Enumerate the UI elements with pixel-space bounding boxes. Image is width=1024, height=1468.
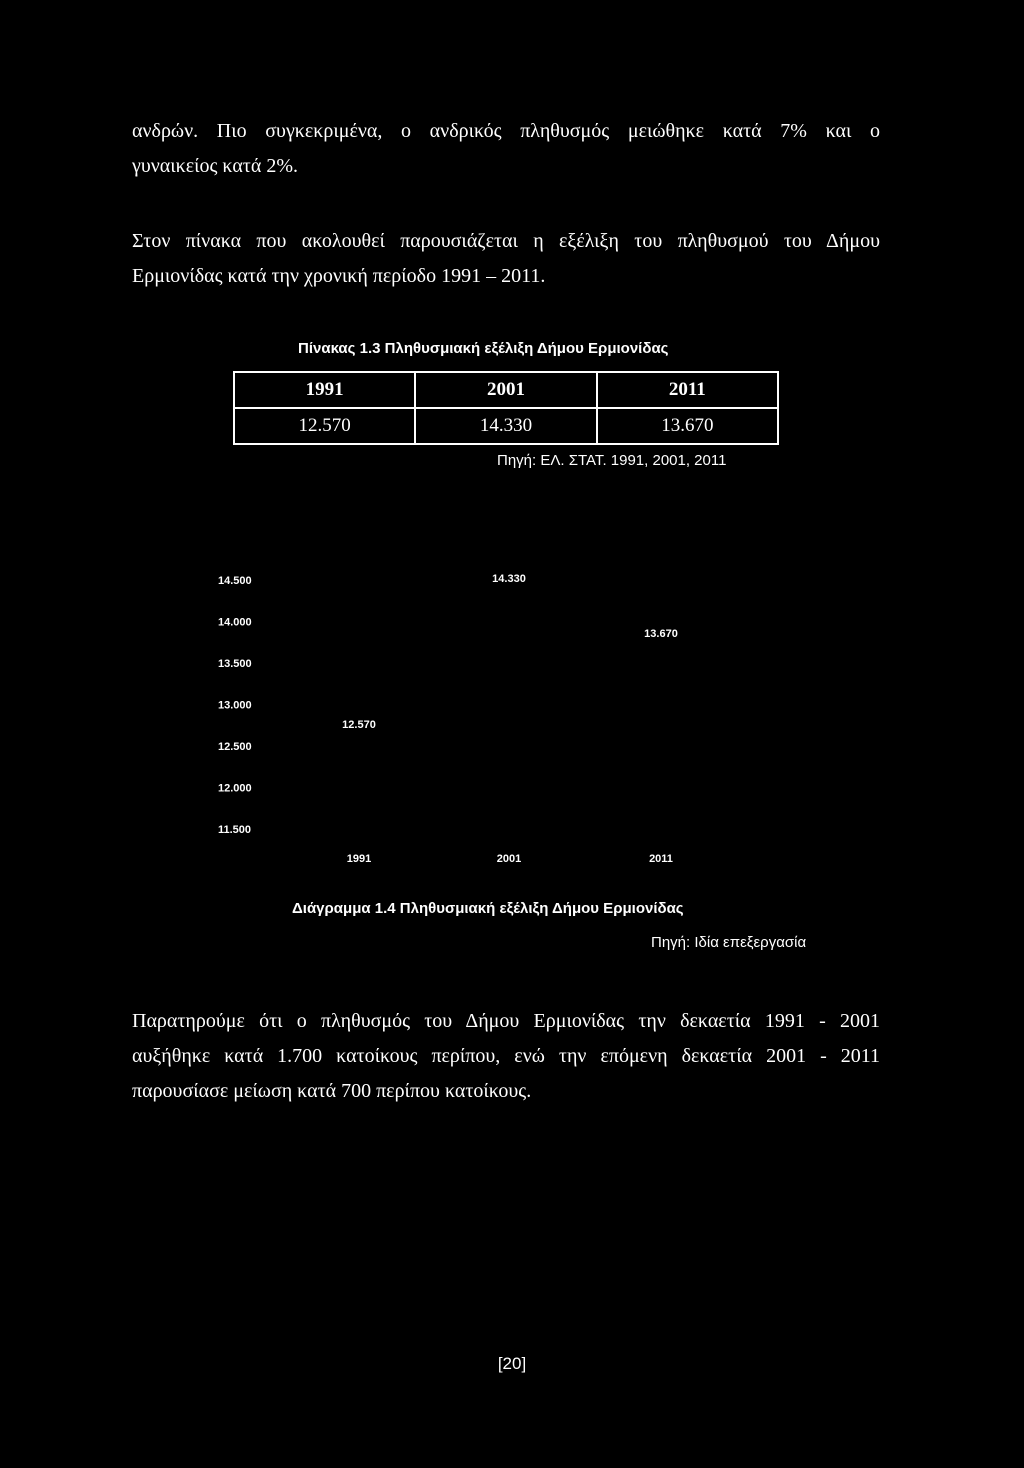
table-header-1991: 1991	[234, 372, 415, 408]
data-label-1991: 12.570	[342, 719, 376, 732]
page-number: [20]	[497, 1354, 527, 1373]
conclusion-line-1: Παρατηρούμε ότι ο πληθυσμός του Δήμου Ερμιονίδας την δεκαετία 1991 - 2001	[132, 1010, 880, 1032]
table-source: Πηγή: ΕΛ. ΣΤΑΤ. 1991, 2001, 2011	[497, 452, 727, 469]
conclusion-line-3: παρουσίασε μείωση κατά 700 περίπου κατοίκους.	[132, 1080, 532, 1102]
bar-2011	[616, 649, 706, 829]
table-header-2011: 2011	[597, 372, 778, 408]
data-label-2001: 14.330	[492, 573, 526, 586]
data-label-2011: 13.670	[644, 627, 678, 640]
y-tick-label: 12.500	[218, 741, 252, 753]
intro-line-4: Ερμιονίδας κατά την χρονική περίοδο 1991 – 2011.	[132, 265, 546, 287]
y-tick-label: 13.000	[218, 699, 252, 712]
figure-source: Πηγή: Ιδία επεξεργασία	[651, 934, 807, 951]
figure-caption: Διάγραμμα 1.4 Πληθυσμιακή εξέλιξη Δήμου Ερμιονίδας	[292, 900, 684, 917]
x-tick-label-1991: 1991	[346, 853, 372, 865]
y-tick-label: 13.500	[218, 658, 252, 670]
intro-line-2: γυναικείος κατά 2%.	[132, 155, 298, 177]
bar-2001	[464, 594, 554, 829]
table-caption: Πίνακας 1.3 Πληθυσμιακή εξέλιξη Δήμου Ερμιονίδας	[298, 340, 669, 357]
x-tick-label-2001: 2001	[496, 853, 522, 865]
y-tick-label: 14.000	[218, 616, 252, 629]
x-tick-label-2011: 2011	[649, 853, 673, 865]
table-header-2001: 2001	[415, 372, 596, 408]
intro-line-1: ανδρών. Πιο συγκεκριμένα, ο ανδρικός πληθυσμός μειώθηκε κατά 7% και ο	[132, 120, 880, 142]
table-cell-2001: 14.330	[415, 408, 596, 444]
bar-1991	[314, 740, 404, 829]
conclusion-line-2: αυξήθηκε κατά 1.700 κατοίκους περίπου, ενώ την επόμενη δεκαετία 2001 - 2011	[132, 1045, 880, 1067]
intro-line-3: Στον πίνακα που ακολουθεί παρουσιάζεται η εξέλιξη του πληθυσμού του Δήμου	[132, 230, 880, 252]
y-tick-label: 11.500	[218, 824, 252, 836]
table-cell-1991: 12.570	[234, 408, 415, 444]
y-tick-label: 14.500	[218, 575, 252, 587]
y-tick-label: 12.000	[218, 782, 252, 795]
table-cell-2011: 13.670	[597, 408, 778, 444]
